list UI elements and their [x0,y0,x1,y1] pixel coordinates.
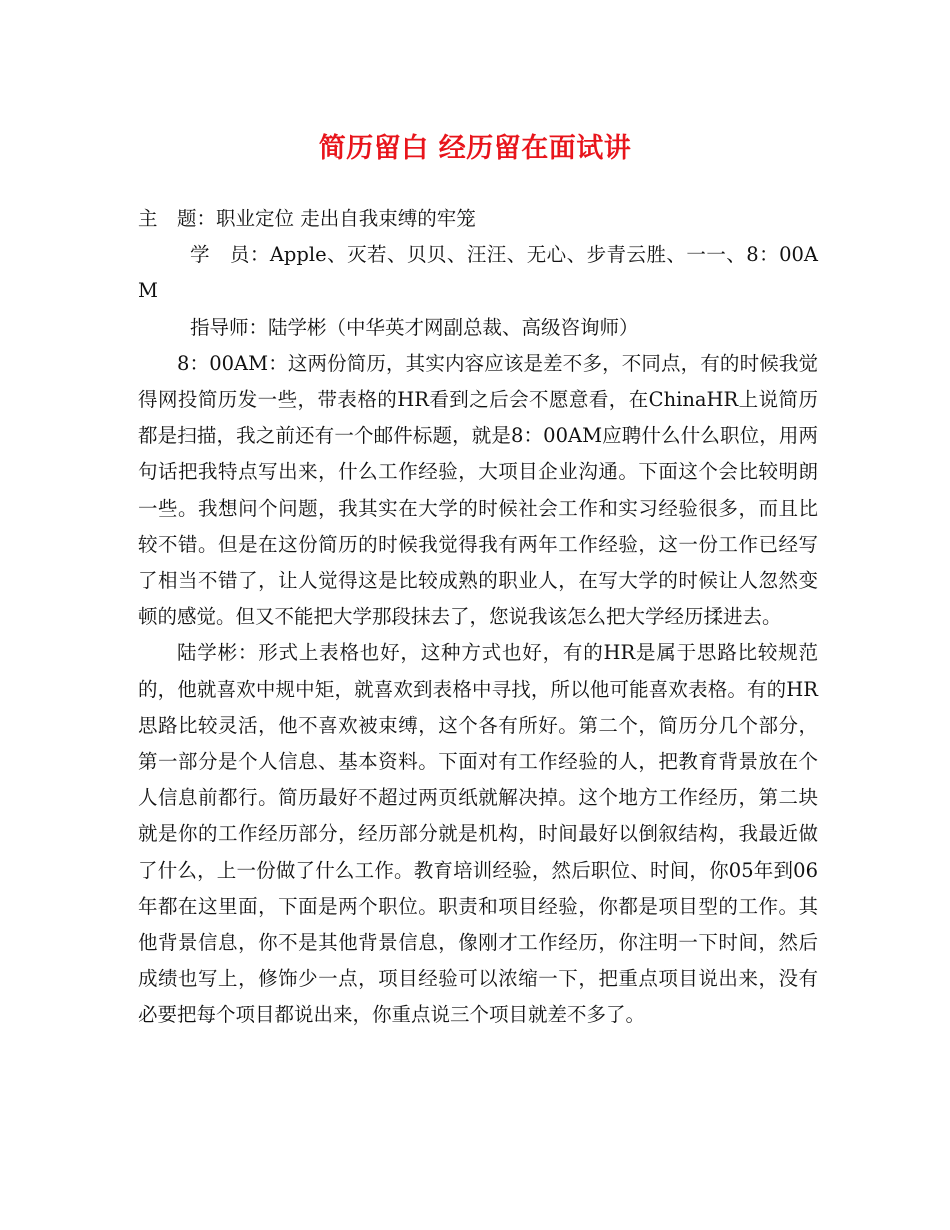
document-body [138,201,818,1034]
tutor-line: 指导师：陆学彬（中华英才网副总裁、高级咨询师） [190,315,639,339]
paragraph-question: 8：00AM：这两份简历，其实内容应该是差不多，不同点，有的时候我觉得网投简历发一些，带表格的HR看到之后会不愿意看，在ChinaHR上说简历都是扫描，我之前还有一个邮件标题，就是8：00AM应聘什么什么职位，用两句话把我特点写出来，什么工作经验，大项目企业沟通。下面这个会比较明朗一些。我想问个问题，我其实在大学的时候社会工作和实习经验很多，而且比较不错。但是在这份简历的时候我觉得我有两年工作经验，这一份工作已经写了相当不错了，让人觉得这是比较成熟的职业人，在写大学的时候让人忽然变顿的感觉。但又不能把大学那段抹去了，您说我该怎么把大学经历揉进去。 [138,351,818,629]
students-line: 学 员：Apple、灭若、贝贝、汪汪、无心、步青云胜、一一、8：00AM [138,243,818,303]
document-title: 简历留白 经历留在面试讲 [318,133,632,164]
paragraph-answer: 陆学彬：形式上表格也好，这种方式也好，有的HR是属于思路比较规范的，他就喜欢中规中矩，就喜欢到表格中寻找，所以他可能喜欢表格。有的HR思路比较灵活，他不喜欢被束缚，这个各有所好。第二个，简历分几个部分，第一部分是个人信息、基本资料。下面对有工作经验的人，把教育背景放在个人信息前都行。简历最好不超过两页纸就解决掉。这个地方工作经历，第二块就是你的工作经历部分，经历部分就是机构，时间最好以倒叙结构，我最近做了什么，上一份做了什么工作。教育培训经验，然后职位、时间，你05年到06年都在这里面，下面是两个职位。职责和项目经验，你都是项目型的工作。其他背景信息，你不是其他背景信息，像刚才工作经历，你注明一下时间，然后成绩也写上，修饰少一点，项目经验可以浓缩一下，把重点项目说出来，没有必要把每个项目都说出来，你重点说三个项目就差不多了。 [138,641,818,1027]
subject-line: 主 题：职业定位 走出自我束缚的牢笼 [138,207,476,230]
